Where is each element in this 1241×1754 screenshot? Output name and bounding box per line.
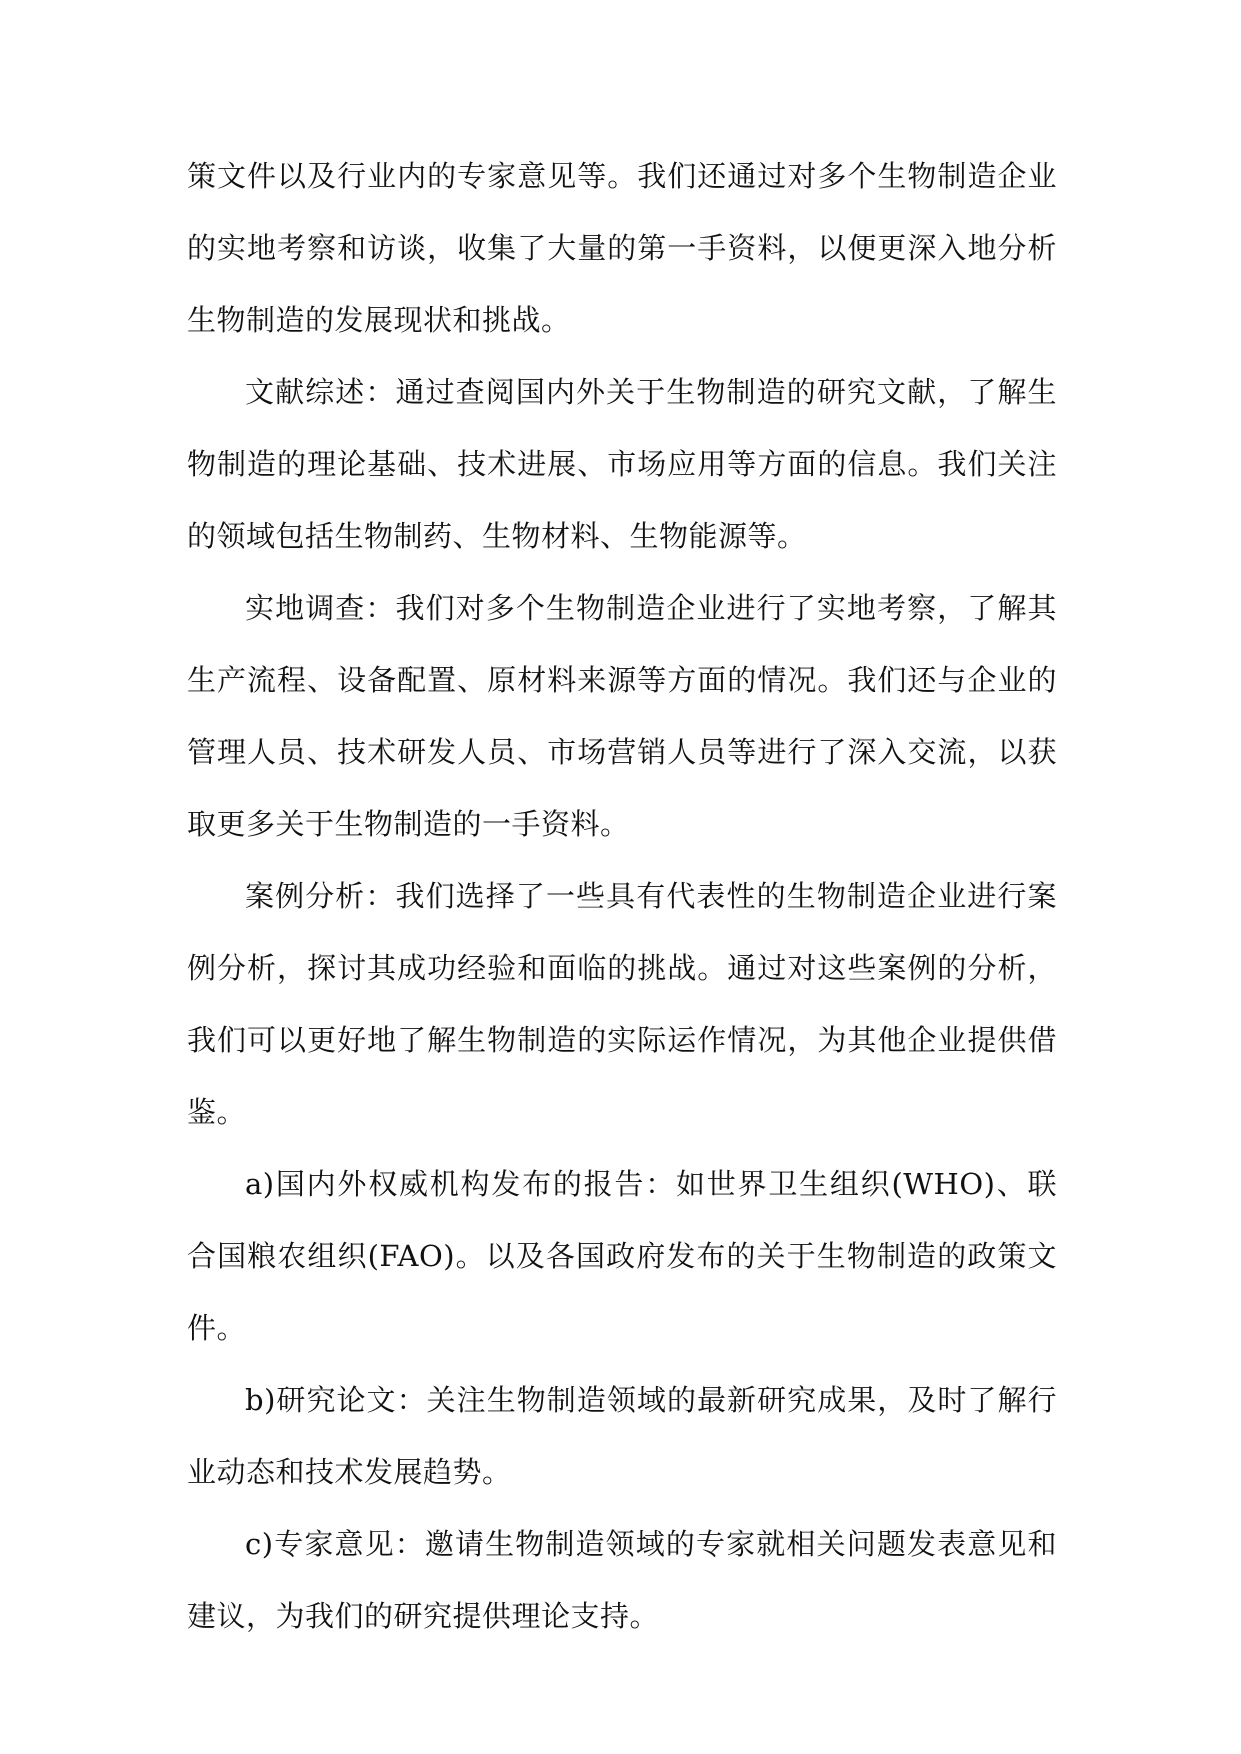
paragraph-literature-review: 文献综述：通过查阅国内外关于生物制造的研究文献，了解生物制造的理论基础、技术进展、市场应用等方面的信息。我们关注的领域包括生物制药、生物材料、生物能源等。 xyxy=(187,375,1057,553)
list-item-a-reports: a)国内外权威机构发布的报告：如世界卫生组织(WHO)、联合国粮农组织(FAO)。以及各国政府发布的关于生物制造的政策文件。 xyxy=(187,1167,1057,1345)
list-item-c-experts: c)专家意见：邀请生物制造领域的专家就相关问题发表意见和建议，为我们的研究提供理论支持。 xyxy=(187,1527,1057,1633)
document-body xyxy=(187,140,1057,1652)
paragraph-case-analysis: 案例分析：我们选择了一些具有代表性的生物制造企业进行案例分析，探讨其成功经验和面临的挑战。通过对这些案例的分析，我们可以更好地了解生物制造的实际运作情况，为其他企业提供借鉴。 xyxy=(187,879,1057,1129)
list-item-b-papers: b)研究论文：关注生物制造领域的最新研究成果，及时了解行业动态和技术发展趋势。 xyxy=(187,1383,1057,1489)
paragraph-field-survey: 实地调查：我们对多个生物制造企业进行了实地考察，了解其生产流程、设备配置、原材料来源等方面的情况。我们还与企业的管理人员、技术研发人员、市场营销人员等进行了深入交流，以获取更多关于生物制造的一手资料。 xyxy=(187,591,1057,841)
paragraph-continued: 策文件以及行业内的专家意见等。我们还通过对多个生物制造企业的实地考察和访谈，收集了大量的第一手资料，以便更深入地分析生物制造的发展现状和挑战。 xyxy=(187,159,1057,337)
